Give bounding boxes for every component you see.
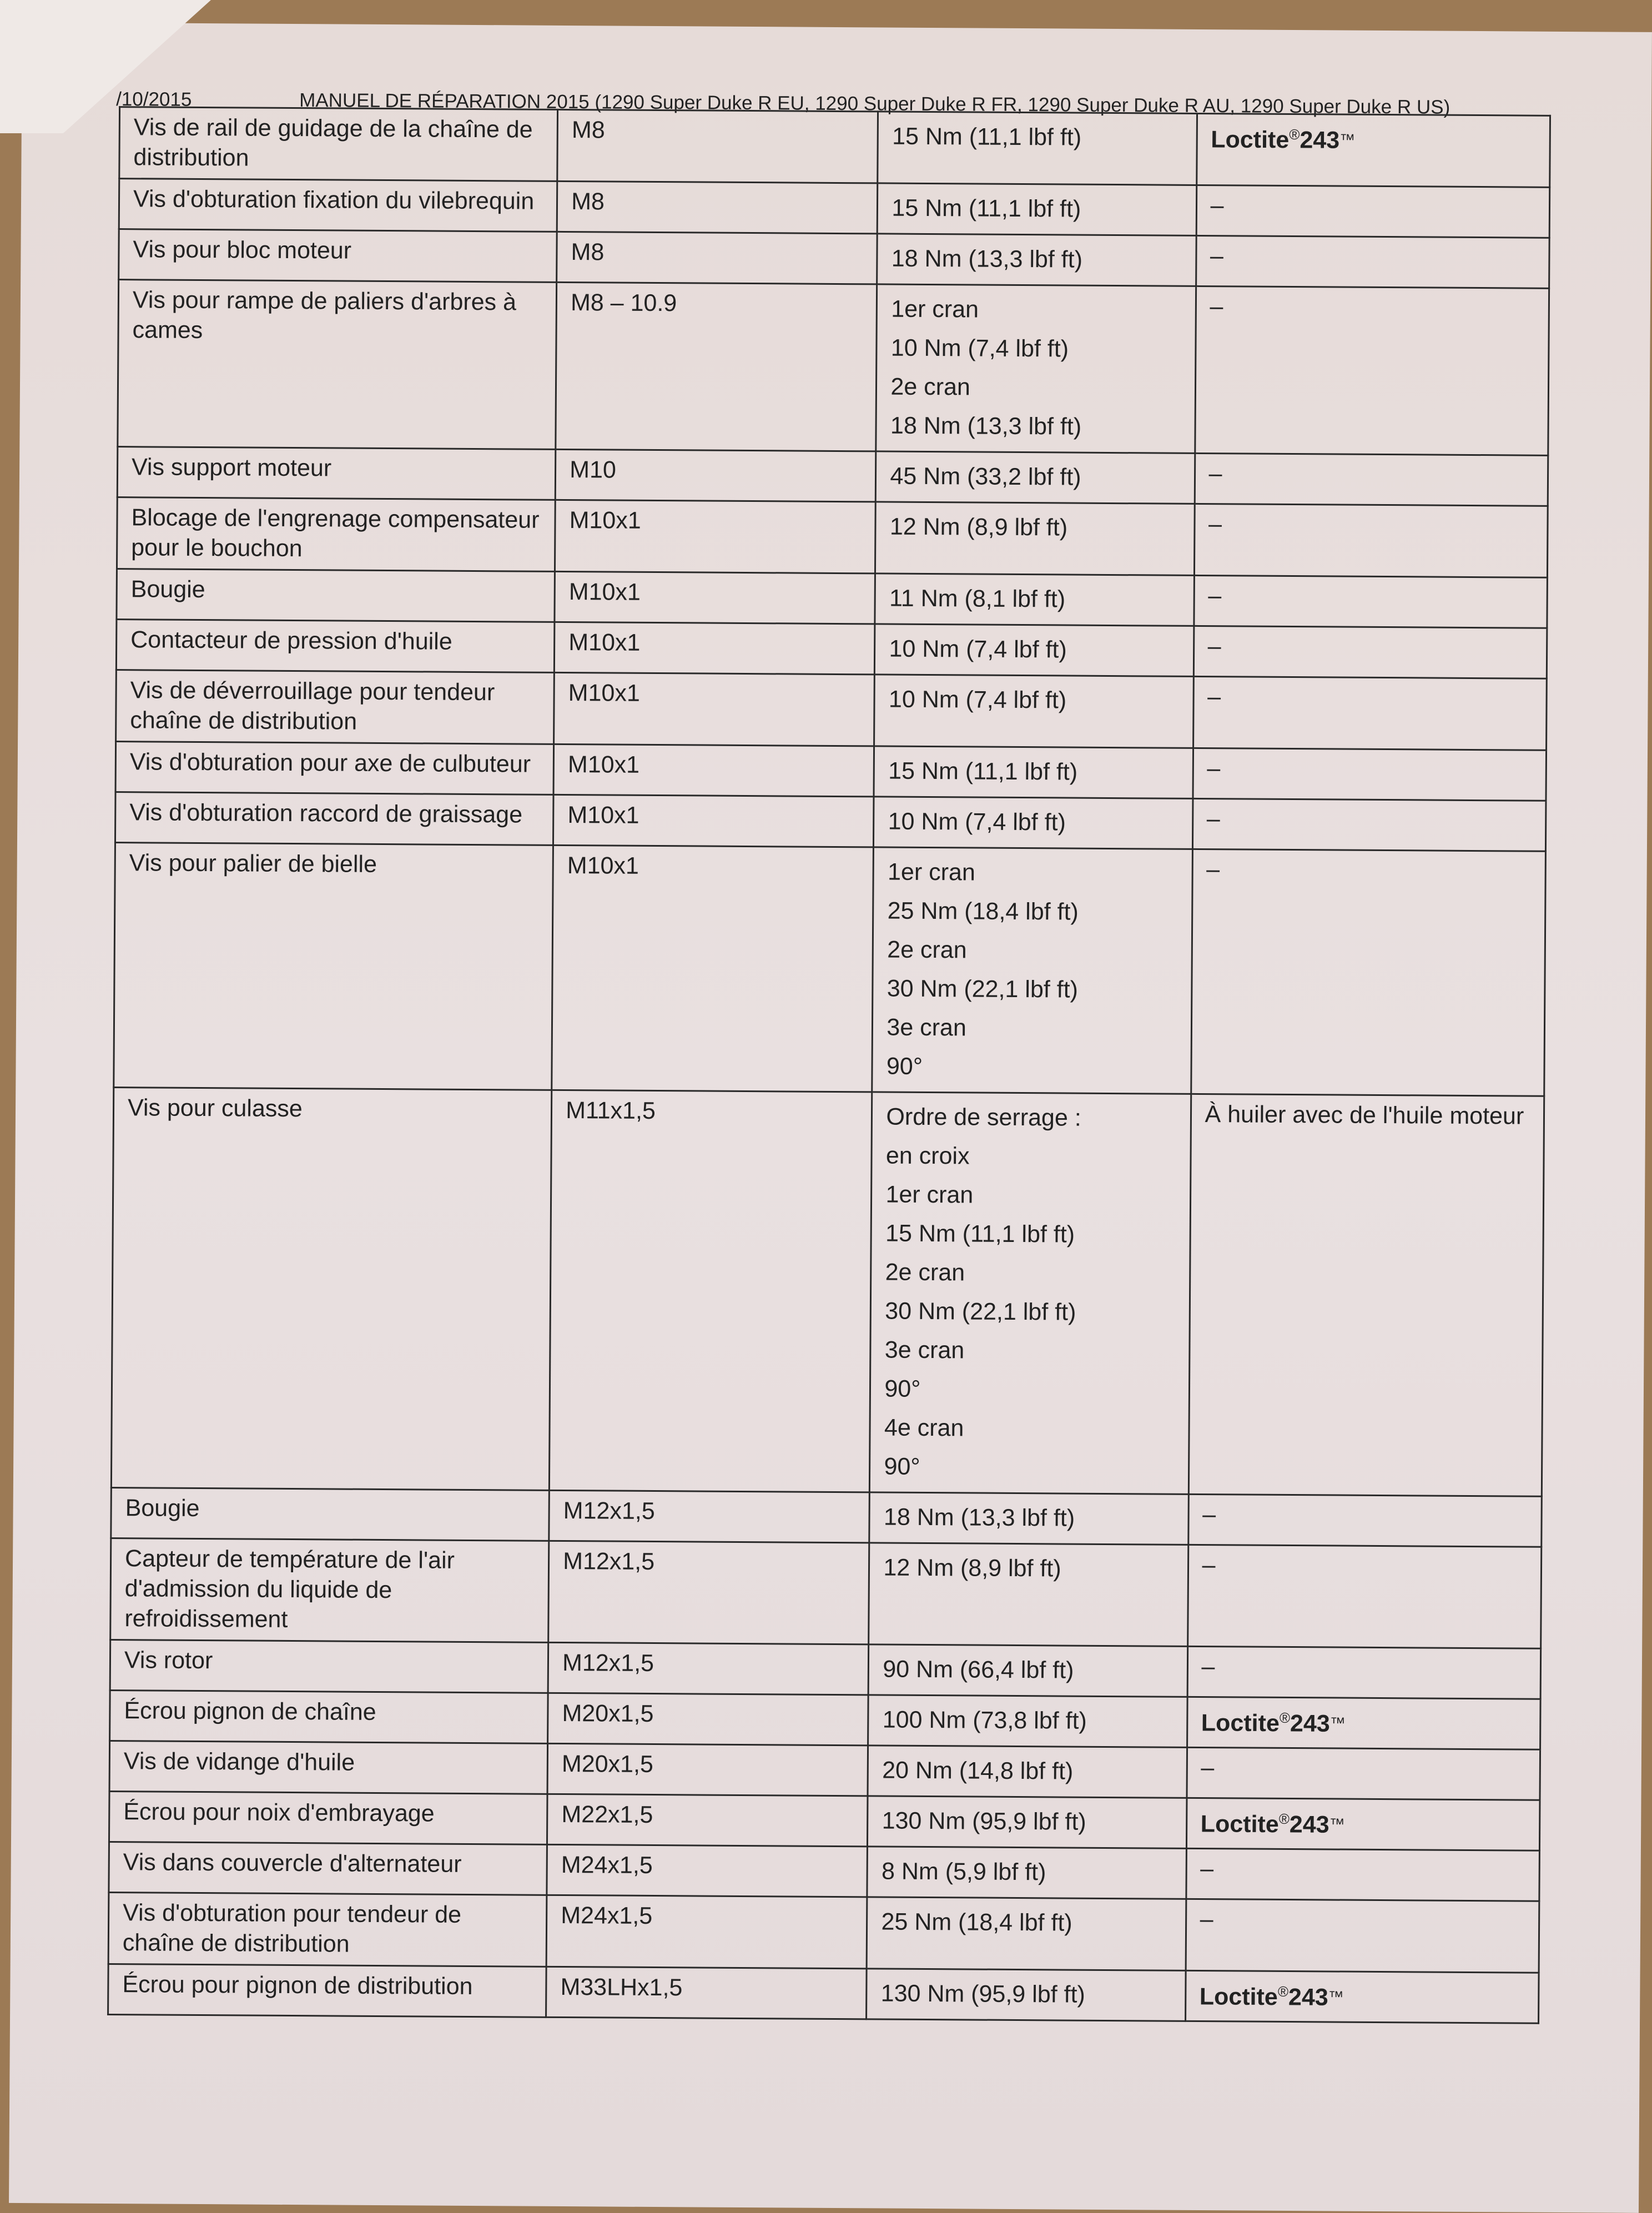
note-cell: – (1196, 235, 1549, 288)
torque-cell (876, 451, 1195, 504)
screw-name: Vis de déverrouillage pour tendeur chaîne de distribution (116, 670, 555, 745)
torque-cell (870, 1092, 1191, 1494)
torque-line: en croix (885, 1142, 970, 1170)
screw-name: Vis support moteur (117, 447, 556, 500)
torque-line: 12 Nm (8,9 lbf ft) (883, 1554, 1061, 1582)
table-row (109, 1842, 1540, 1902)
thread-size: M10x1 (552, 845, 874, 1092)
screw-name: Bougie (111, 1488, 550, 1541)
thread-size: M10x1 (555, 571, 875, 624)
torque-cell (868, 1695, 1187, 1748)
table-row (116, 620, 1547, 679)
torque-line: 18 Nm (13,3 lbf ft) (891, 245, 1083, 273)
torque-cell (878, 183, 1197, 236)
torque-cell (877, 234, 1196, 286)
torque-table (107, 106, 1551, 2024)
torque-cell (867, 1897, 1186, 1971)
note-cell: – (1187, 1646, 1541, 1699)
thread-size: M11x1,5 (549, 1090, 872, 1492)
note-cell: – (1193, 575, 1547, 628)
note-cell: – (1193, 748, 1547, 801)
table-row (116, 670, 1547, 751)
note-cell: À huiler avec de l'huile moteur (1188, 1094, 1544, 1496)
torque-line: 90° (884, 1453, 920, 1480)
thread-size: M10x1 (553, 794, 874, 847)
table-row (117, 447, 1548, 506)
torque-cell (869, 1492, 1188, 1545)
header-title: MANUEL DE RÉPARATION 2015 (1290 Super Duke R EU, 1290 Super Duke R FR, 1290 Super Duke R AU, 1290 Super Duke R US) (299, 89, 1450, 118)
table-row (119, 179, 1550, 238)
torque-cell (868, 1796, 1187, 1849)
screw-name: Vis de rail de guidage de la chaîne de distribution (119, 107, 558, 182)
table-row (110, 1640, 1541, 1699)
table-row (118, 280, 1549, 456)
torque-line: 130 Nm (95,9 lbf ft) (882, 1807, 1086, 1835)
thread-size: M20x1,5 (547, 1743, 868, 1796)
thread-size: M24x1,5 (547, 1844, 868, 1897)
torque-line: Ordre de serrage : (886, 1103, 1081, 1131)
torque-cell (875, 624, 1194, 677)
loctite-note: Loctite®243™ (1186, 1798, 1540, 1850)
torque-line: 2e cran (887, 936, 967, 964)
torque-line: 90° (884, 1375, 921, 1402)
torque-line: 18 Nm (13,3 lbf ft) (890, 412, 1082, 440)
torque-line: 1er cran (887, 858, 975, 886)
torque-line: 20 Nm (14,8 lbf ft) (882, 1757, 1074, 1785)
torque-line: 10 Nm (7,4 lbf ft) (888, 808, 1066, 836)
thread-size: M8 (557, 181, 878, 234)
table-row (114, 843, 1546, 1097)
torque-line: 130 Nm (95,9 lbf ft) (880, 1980, 1085, 2008)
torque-line: 30 Nm (22,1 lbf ft) (885, 1297, 1076, 1326)
torque-cell (867, 1847, 1186, 1899)
torque-line: 30 Nm (22,1 lbf ft) (887, 975, 1079, 1003)
thread-size: M8 – 10.9 (556, 282, 877, 451)
screw-name: Contacteur de pression d'huile (116, 620, 555, 673)
screw-name: Écrou pignon de chaîne (110, 1691, 548, 1744)
torque-cell (875, 502, 1195, 576)
torque-cell (876, 284, 1196, 454)
table-row (117, 497, 1548, 578)
torque-line: 10 Nm (7,4 lbf ft) (888, 686, 1067, 714)
note-cell: – (1193, 626, 1547, 678)
note-cell: – (1193, 676, 1547, 750)
torque-line: 25 Nm (18,4 lbf ft) (887, 897, 1079, 926)
screw-name: Vis pour rampe de paliers d'arbres à cames (118, 280, 557, 450)
torque-cell (878, 112, 1197, 185)
note-cell: – (1187, 1747, 1540, 1800)
thread-size: M8 (557, 109, 878, 183)
thread-size: M10 (555, 449, 876, 502)
thread-size: M10x1 (554, 672, 875, 746)
loctite-note: Loctite®243™ (1185, 1970, 1539, 2023)
torque-line: 3e cran (887, 1014, 966, 1042)
table-row (111, 1088, 1544, 1497)
loctite-note: Loctite®243™ (1196, 113, 1550, 187)
thread-size: M22x1,5 (547, 1794, 868, 1847)
torque-line: 15 Nm (11,1 lbf ft) (888, 757, 1078, 786)
table-row (111, 1488, 1542, 1547)
torque-line: 25 Nm (18,4 lbf ft) (881, 1908, 1072, 1937)
note-cell: – (1186, 1848, 1539, 1901)
torque-line: 11 Nm (8,1 lbf ft) (889, 585, 1066, 613)
thread-size: M33LHx1,5 (546, 1966, 867, 2019)
document-page (9, 22, 1652, 2213)
torque-line: 1er cran (885, 1181, 974, 1209)
screw-name: Vis de vidange d'huile (109, 1741, 548, 1794)
thread-size: M20x1,5 (548, 1693, 869, 1746)
thread-size: M12x1,5 (549, 1490, 870, 1543)
torque-line: 15 Nm (11,1 lbf ft) (892, 123, 1082, 151)
table-row (115, 742, 1547, 801)
screw-name: Vis dans couvercle d'alternateur (109, 1842, 547, 1895)
screw-name: Blocage de l'engrenage compensateur pour le bouchon (117, 497, 555, 572)
torque-line: 15 Nm (11,1 lbf ft) (892, 194, 1081, 223)
torque-line: 10 Nm (7,4 lbf ft) (890, 334, 1069, 363)
note-cell: – (1195, 286, 1549, 455)
torque-line: 18 Nm (13,3 lbf ft) (883, 1503, 1075, 1532)
screw-name: Bougie (117, 569, 555, 622)
torque-line: 12 Nm (8,9 lbf ft) (889, 513, 1068, 541)
screw-name: Écrou pour noix d'embrayage (109, 1792, 547, 1845)
note-cell: – (1188, 1494, 1542, 1547)
torque-line: 2e cran (885, 1259, 965, 1286)
screw-name: Vis d'obturation fixation du vilebrequin (119, 179, 557, 232)
screw-name: Vis d'obturation raccord de graissage (115, 792, 553, 846)
torque-line: 2e cran (890, 373, 971, 401)
torque-cell (869, 1543, 1188, 1647)
torque-line: 8 Nm (5,9 lbf ft) (881, 1858, 1046, 1886)
torque-cell (868, 1746, 1187, 1798)
table-row (108, 1964, 1539, 2024)
note-cell: – (1191, 849, 1545, 1096)
torque-cell (872, 847, 1192, 1094)
torque-line: 90 Nm (66,4 lbf ft) (883, 1656, 1074, 1684)
table-row (119, 229, 1550, 289)
table-row (115, 792, 1546, 852)
thread-size: M24x1,5 (546, 1895, 867, 1969)
loctite-note: Loctite®243™ (1187, 1697, 1540, 1749)
screw-name: Vis rotor (110, 1640, 548, 1693)
table-row (119, 107, 1550, 188)
torque-cell (874, 675, 1193, 748)
thread-size: M12x1,5 (548, 1642, 869, 1695)
screw-name: Vis d'obturation pour tendeur de chaîne de distribution (108, 1893, 547, 1967)
screw-name: Vis d'obturation pour axe de culbuteur (115, 742, 554, 795)
note-cell: – (1187, 1545, 1542, 1648)
torque-cell (874, 746, 1193, 799)
torque-line: 10 Nm (7,4 lbf ft) (889, 635, 1067, 663)
screw-name: Vis pour bloc moteur (119, 229, 557, 283)
thread-size: M12x1,5 (548, 1541, 869, 1644)
table-row (110, 1691, 1541, 1750)
torque-line: 100 Nm (73,8 lbf ft) (882, 1706, 1087, 1734)
torque-line: 4e cran (884, 1414, 964, 1442)
note-cell: – (1195, 453, 1548, 506)
torque-cell (869, 1644, 1188, 1697)
torque-cell (874, 797, 1193, 849)
torque-cell (867, 1969, 1186, 2021)
table-row (117, 569, 1548, 628)
thread-size: M10x1 (553, 744, 874, 797)
thread-size: M10x1 (555, 500, 876, 574)
torque-cell (875, 574, 1194, 626)
torque-line: 90° (886, 1053, 923, 1080)
note-cell: – (1194, 504, 1548, 577)
table-row (109, 1792, 1540, 1851)
torque-line: 45 Nm (33,2 lbf ft) (890, 462, 1081, 491)
header-date: /10/2015 (116, 88, 192, 110)
table-row (109, 1741, 1540, 1800)
note-cell: – (1186, 1899, 1539, 1973)
screw-name: Écrou pour pignon de distribution (108, 1964, 547, 2018)
note-cell: – (1192, 798, 1546, 851)
table-row (108, 1893, 1539, 1973)
screw-name: Vis pour palier de bielle (114, 843, 553, 1090)
note-cell: – (1196, 185, 1550, 238)
table-row (110, 1538, 1542, 1649)
screw-name: Vis pour culasse (111, 1088, 552, 1491)
thread-size: M10x1 (554, 622, 875, 675)
screw-name: Capteur de température de l'air d'admission du liquide de refroidissement (110, 1538, 549, 1643)
torque-line: 1er cran (891, 295, 979, 323)
torque-line: 3e cran (884, 1336, 965, 1364)
thread-size: M8 (557, 232, 878, 284)
torque-line: 15 Nm (11,1 lbf ft) (885, 1220, 1075, 1248)
